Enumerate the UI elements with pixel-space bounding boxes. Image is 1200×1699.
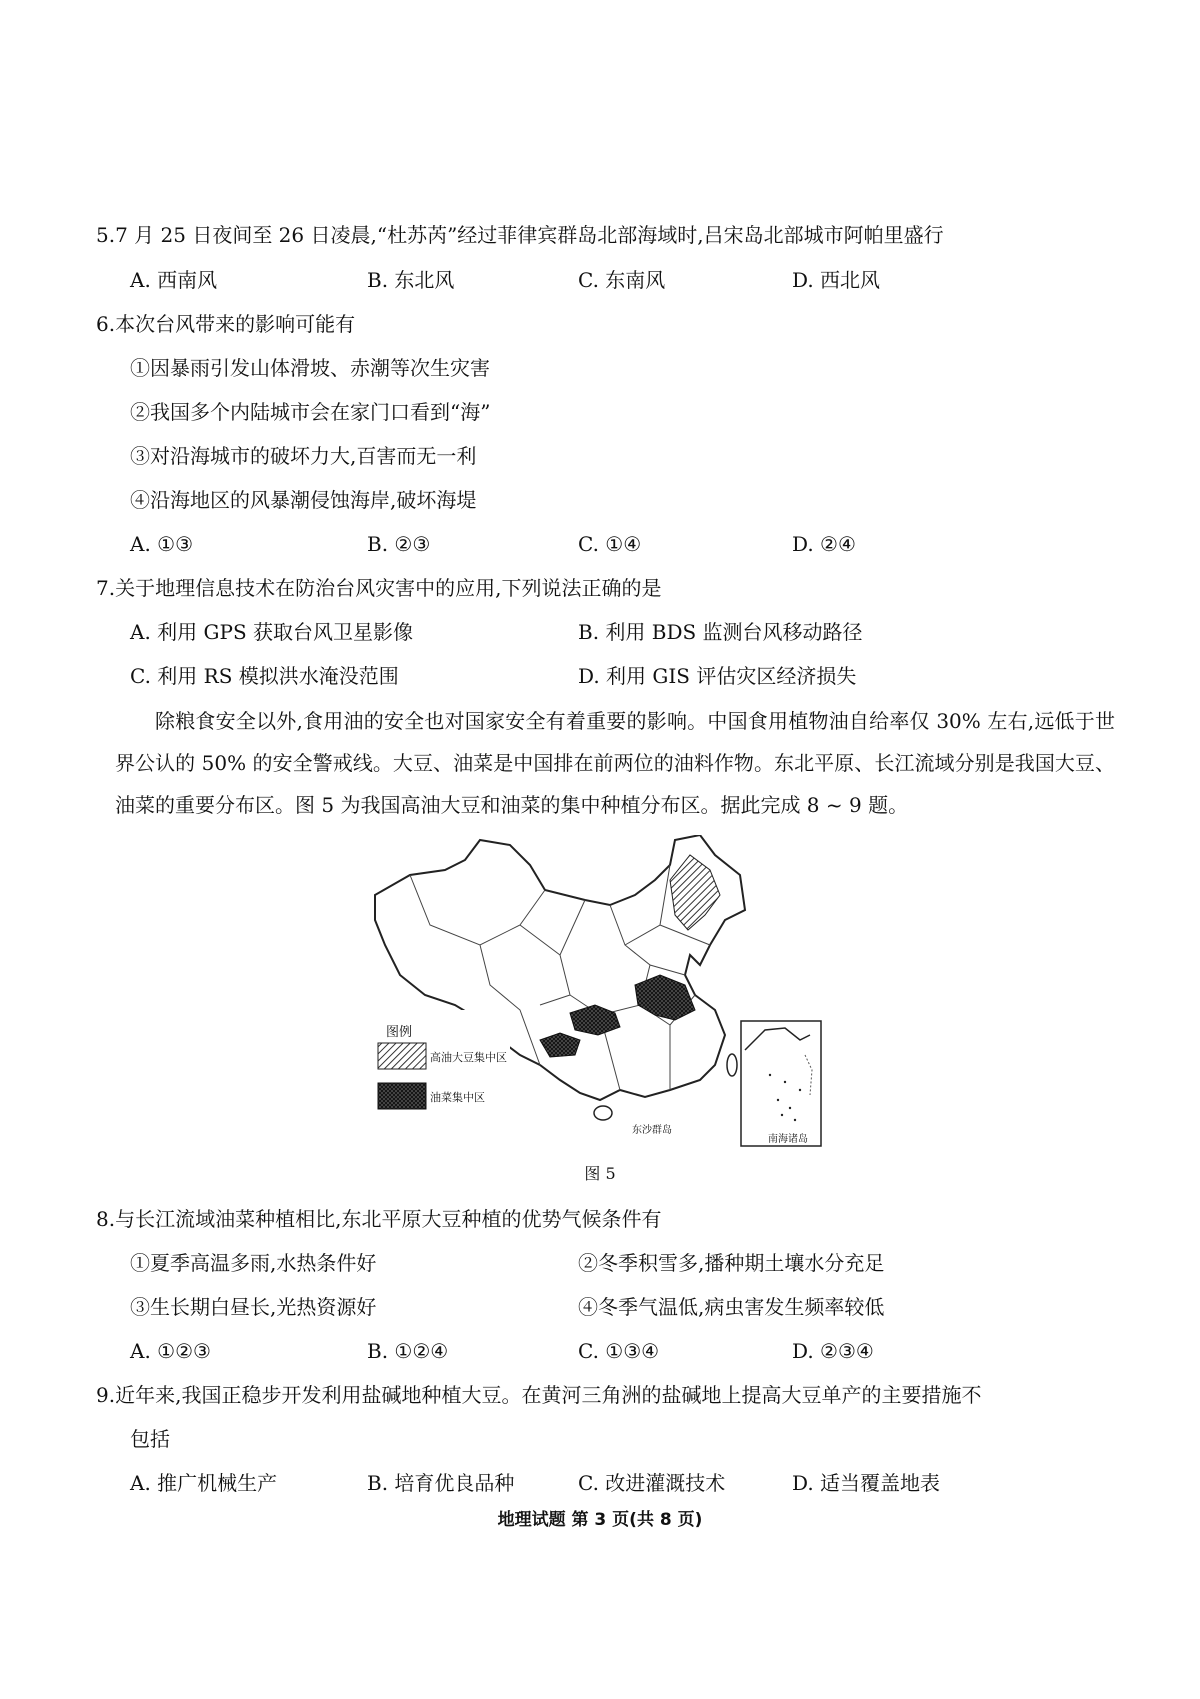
q7-option-b: B. 利用 BDS 监测台风移动路径 xyxy=(578,620,863,644)
label-dongsha: 东沙群岛 xyxy=(632,1125,672,1136)
legend-swatch-soybean xyxy=(378,1043,426,1069)
q9-stem: 9.近年来,我国正稳步开发利用盐碱地种植大豆。在黄河三角洲的盐碱地上提高大豆单产的主要措施不 xyxy=(96,1383,982,1407)
passage: 除粮食安全以外,食用油的安全也对国家安全有着重要的影响。中国食用植物油自给率仅 30% 左右,远低于世界公认的 50% 的安全警戒线。大豆、油菜是中国排在前两位的油料作物。东北平原、长江流域分别是我国大豆、油菜的重要分布区。图 5 为我国高油大豆和油菜的集中种植分布区。据此完成 8 ~ 9 题。 xyxy=(115,709,1115,817)
q8-stem: 8.与长江流域油菜种植相比,东北平原大豆种植的优势气候条件有 xyxy=(96,1207,662,1231)
q7-option-d: D. 利用 GIS 评估灾区经济损失 xyxy=(578,664,857,688)
q6-item-3: ③对沿海城市的破坏力大,百害而无一利 xyxy=(130,444,477,468)
q6-stem: 6.本次台风带来的影响可能有 xyxy=(96,312,356,336)
q8-option-a: A. ①②③ xyxy=(130,1339,211,1363)
q6-option-d: D. ②④ xyxy=(792,532,856,556)
q5-option-c: C. 东南风 xyxy=(578,268,666,292)
q7-option-a: A. 利用 GPS 获取台风卫星影像 xyxy=(130,620,414,644)
q8-item-1: ①夏季高温多雨,水热条件好 xyxy=(130,1251,377,1275)
q6-item-2: ②我国多个内陆城市会在家门口看到“海” xyxy=(130,400,491,424)
q8-item-2: ②冬季积雪多,播种期土壤水分充足 xyxy=(578,1251,885,1275)
figure-caption: 图 5 xyxy=(584,1164,616,1183)
legend-swatch-rapeseed xyxy=(378,1083,426,1109)
q6-option-a: A. ①③ xyxy=(130,532,194,556)
q7-stem: 7.关于地理信息技术在防治台风灾害中的应用,下列说法正确的是 xyxy=(96,576,662,600)
q6-option-c: C. ①④ xyxy=(578,532,642,556)
taiwan-island xyxy=(727,1054,737,1076)
q9-option-d: D. 适当覆盖地表 xyxy=(792,1471,941,1495)
page-footer: 地理试题 第 3 页(共 8 页) xyxy=(497,1510,703,1530)
q9-option-b: B. 培育优良品种 xyxy=(367,1471,515,1495)
q8-option-b: B. ①②④ xyxy=(367,1339,449,1363)
label-nanhai: 南海诸岛 xyxy=(768,1134,808,1145)
q6-item-1: ①因暴雨引发山体滑坡、赤潮等次生灾害 xyxy=(130,356,490,380)
q9-option-a: A. 推广机械生产 xyxy=(130,1471,278,1495)
q5-option-b: B. 东北风 xyxy=(367,268,455,292)
inset-map xyxy=(740,1020,822,1147)
q9-option-c: C. 改进灌溉技术 xyxy=(578,1471,726,1495)
south-china-sea-inset xyxy=(740,1020,822,1147)
q6-option-b: B. ②③ xyxy=(367,532,431,556)
q5-option-d: D. 西北风 xyxy=(792,268,881,292)
q9-stem-cont: 包括 xyxy=(130,1427,170,1451)
q5-option-a: A. 西南风 xyxy=(130,268,218,292)
q8-option-c: C. ①③④ xyxy=(578,1339,660,1363)
legend-label-soybean: 高油大豆集中区 xyxy=(430,1051,507,1064)
q8-item-4: ④冬季气温低,病虫害发生频率较低 xyxy=(578,1295,885,1319)
q7-option-c: C. 利用 RS 模拟洪水淹没范围 xyxy=(130,664,399,688)
hainan-island xyxy=(594,1106,612,1120)
legend-label-rapeseed: 油菜集中区 xyxy=(430,1091,485,1104)
legend-title: 图例 xyxy=(386,1025,413,1040)
q6-item-4: ④沿海地区的风暴潮侵蚀海岸,破坏海堤 xyxy=(130,488,477,512)
q5-stem: 5.7 月 25 日夜间至 26 日凌晨,“杜苏芮”经过菲律宾群岛北部海域时,吕宋岛北部城市阿帕里盛行 xyxy=(96,223,944,247)
q8-option-d: D. ②③④ xyxy=(792,1339,874,1363)
q8-item-3: ③生长期白昼长,光热资源好 xyxy=(130,1295,377,1319)
